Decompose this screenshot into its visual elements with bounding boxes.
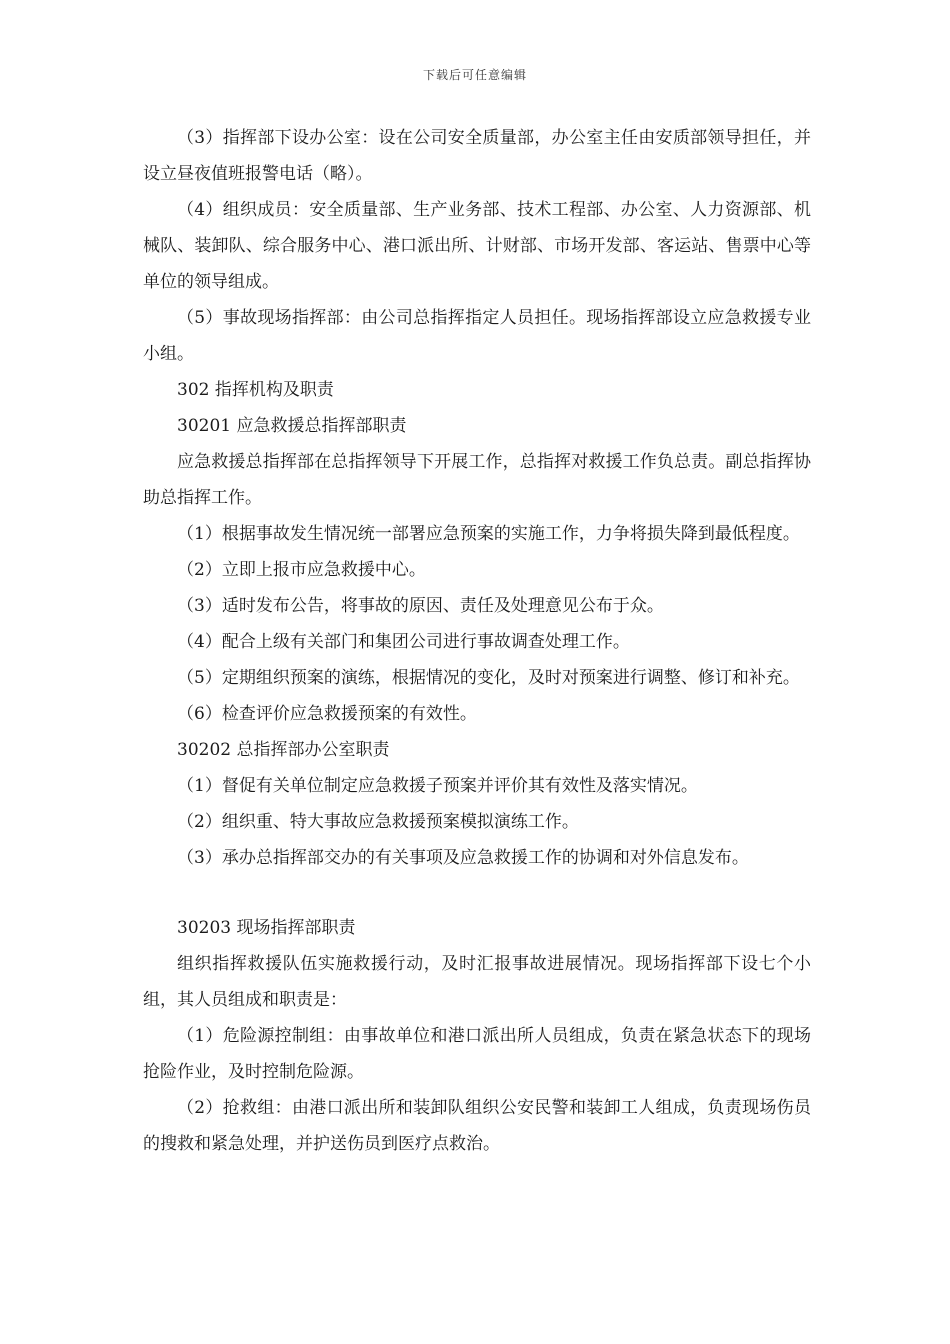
list-item-hq-6: （6）检查评价应急救援预案的有效性。 — [177, 704, 477, 724]
section-heading-302: 302 指挥机构及职责 — [177, 380, 334, 400]
page-header: 下载后可任意编辑 — [422, 68, 527, 82]
list-item-office-1: （1）督促有关单位制定应急救援子预案并评价其有效性及落实情况。 — [177, 776, 698, 796]
list-item-hq-2: （2）立即上报市应急救援中心。 — [177, 560, 426, 580]
paragraph-site-intro: 组织指挥救援队伍实施救援行动，及时汇报事故进展情况。现场指挥部下设七个小组，其人员组成和职责是： — [143, 954, 811, 1010]
list-item-hq-4: （4）配合上级有关部门和集团公司进行事故调查处理工作。 — [177, 632, 630, 652]
paragraph-office: （3）指挥部下设办公室：设在公司安全质量部，办公室主任由安质部领导担任，并设立昼夜值班报警电话（略）。 — [143, 128, 811, 184]
paragraph-hq-intro: 应急救援总指挥部在总指挥领导下开展工作，总指挥对救援工作负总责。副总指挥协助总指挥工作。 — [143, 452, 811, 508]
paragraph-gap — [143, 876, 811, 910]
section-heading-30202: 30202 总指挥部办公室职责 — [177, 740, 390, 760]
list-item-office-2: （2）组织重、特大事故应急救援预案模拟演练工作。 — [177, 812, 579, 832]
section-heading-30201: 30201 应急救援总指挥部职责 — [177, 416, 407, 436]
document-body — [143, 120, 811, 1162]
paragraph-members: （4）组织成员：安全质量部、生产业务部、技术工程部、办公室、人力资源部、机械队、装卸队、综合服务中心、港口派出所、计财部、市场开发部、客运站、售票中心等单位的领导组成。 — [143, 200, 811, 292]
list-item-site-1: （1）危险源控制组：由事故单位和港口派出所人员组成，负责在紧急状态下的现场抢险作业，及时控制危险源。 — [143, 1026, 811, 1082]
list-item-site-2: （2）抢救组：由港口派出所和装卸队组织公安民警和装卸工人组成，负责现场伤员的搜救和紧急处理，并护送伤员到医疗点救治。 — [143, 1098, 811, 1154]
list-item-hq-3: （3）适时发布公告，将事故的原因、责任及处理意见公布于众。 — [177, 596, 664, 616]
paragraph-site-command: （5）事故现场指挥部：由公司总指挥指定人员担任。现场指挥部设立应急救援专业小组。 — [143, 308, 811, 364]
section-heading-30203: 30203 现场指挥部职责 — [177, 918, 356, 938]
list-item-office-3: （3）承办总指挥部交办的有关事项及应急救援工作的协调和对外信息发布。 — [177, 848, 749, 868]
list-item-hq-1: （1）根据事故发生情况统一部署应急预案的实施工作，力争将损失降到最低程度。 — [177, 524, 800, 544]
list-item-hq-5: （5）定期组织预案的演练，根据情况的变化，及时对预案进行调整、修订和补充。 — [177, 668, 800, 688]
